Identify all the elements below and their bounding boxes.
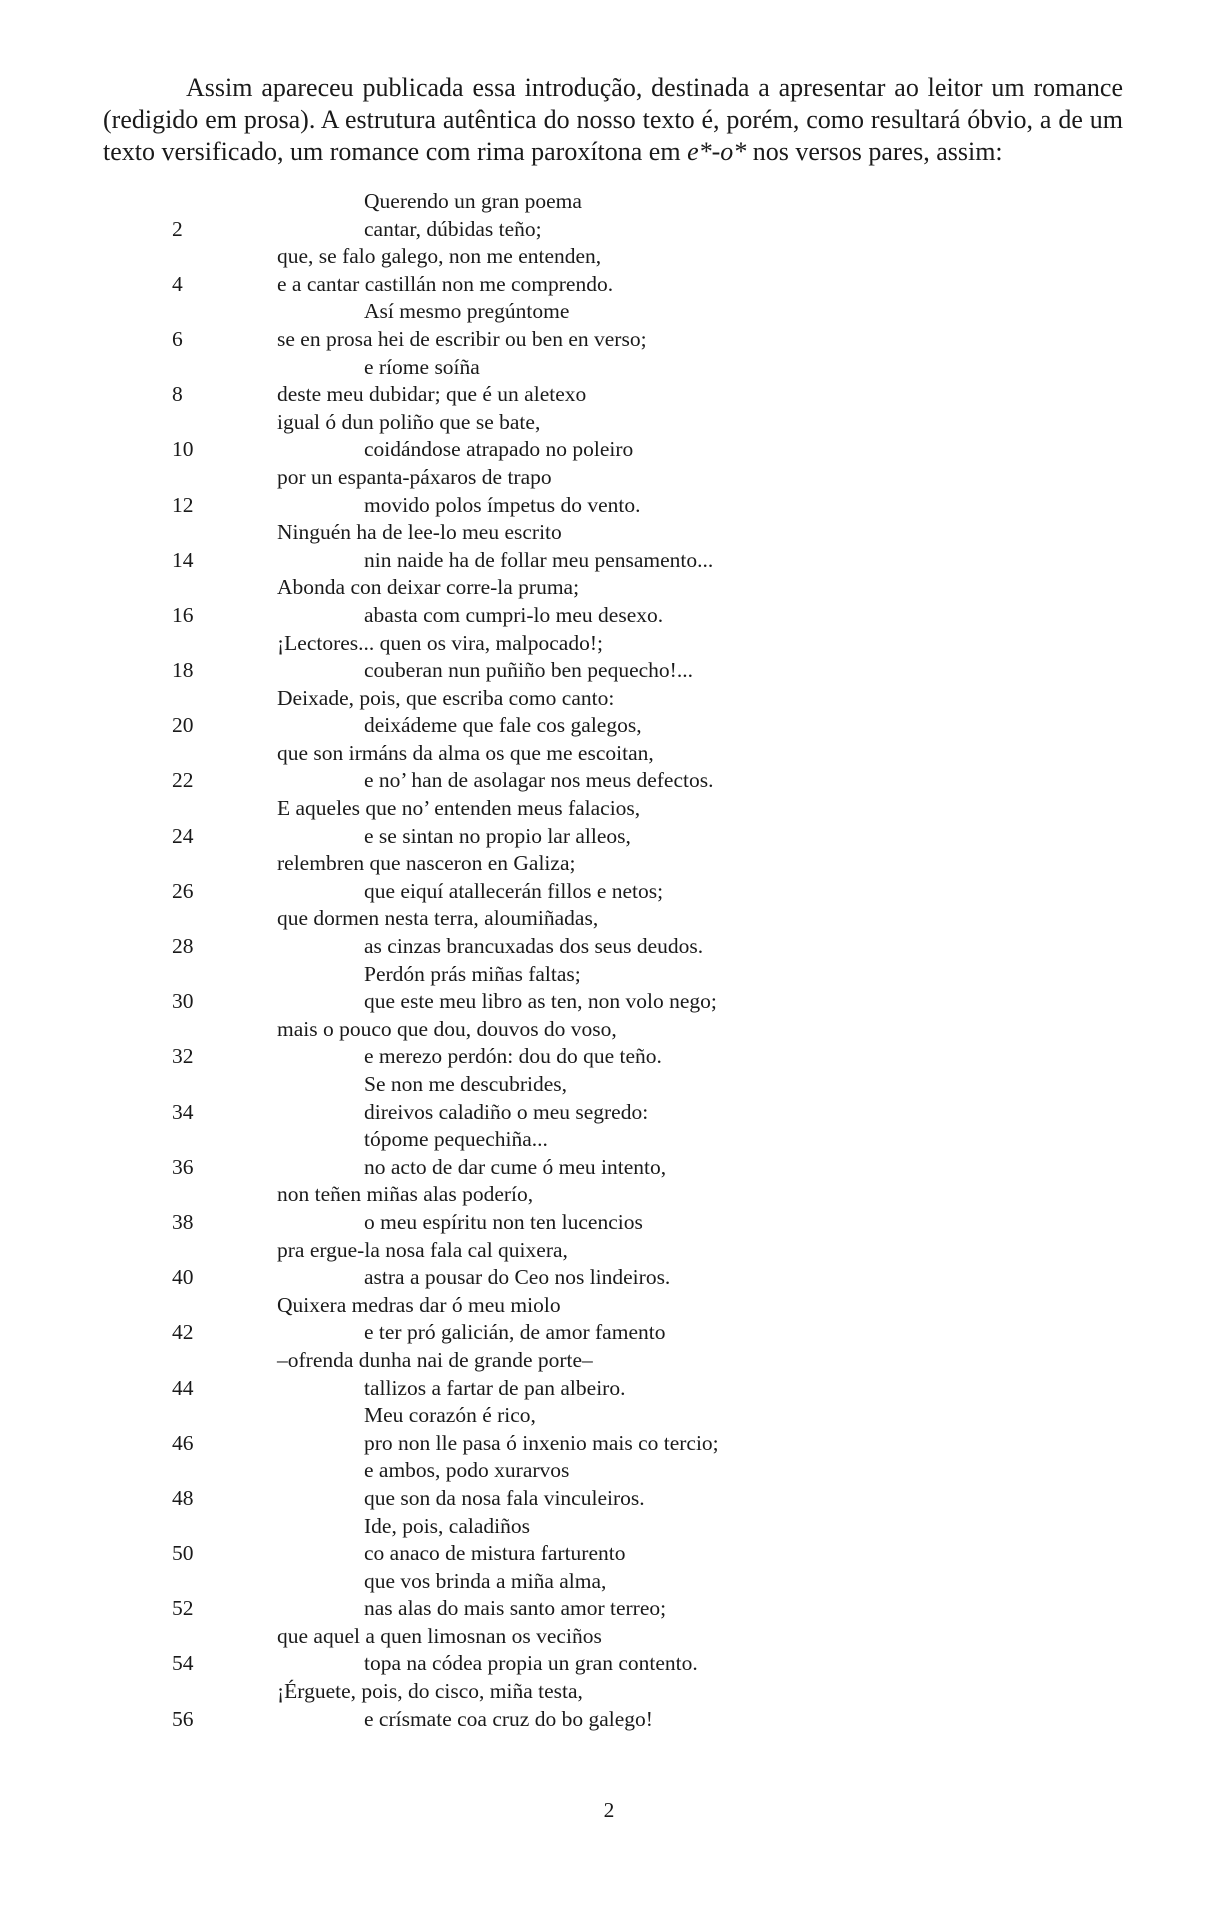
verse-line xyxy=(0,933,1218,961)
line-number: 14 xyxy=(172,547,194,572)
verse-line xyxy=(0,1402,1218,1430)
verse-text: astra a pousar do Ceo nos lindeiros. xyxy=(364,1265,671,1290)
verse-line xyxy=(0,1457,1218,1485)
verse-text: que eiquí atallecerán fillos e netos; xyxy=(364,878,664,903)
line-number: 16 xyxy=(172,602,194,627)
verse-line xyxy=(0,657,1218,685)
verse-text: igual ó dun poliño que se bate, xyxy=(277,409,541,434)
verse-line xyxy=(0,905,1218,933)
rhyme-pattern: e*-o* xyxy=(687,137,747,166)
verse-line xyxy=(0,354,1218,382)
verse-text: mais o pouco que dou, douvos do voso, xyxy=(277,1016,617,1041)
line-number: 2 xyxy=(172,216,183,241)
intro-text-part1: Assim apareceu publicada essa introdução, destinada a apresentar ao leitor um romance (redigido em prosa). A estrutura autêntica do nosso texto é, porém, como resultará óbvio, a de um texto versificado, um romance com rima paroxítona em xyxy=(103,73,1123,166)
line-number: 4 xyxy=(172,271,183,296)
verse-text: e ter pró galicián, de amor famento xyxy=(364,1320,666,1345)
verse-line xyxy=(0,1264,1218,1292)
verse-line xyxy=(0,1016,1218,1044)
line-number: 50 xyxy=(172,1541,194,1566)
verse-line xyxy=(0,1181,1218,1209)
verse-line xyxy=(0,740,1218,768)
verse-text: E aqueles que no’ entenden meus falacios, xyxy=(277,796,641,821)
verse-text: que son irmáns da alma os que me escoitan, xyxy=(277,740,654,765)
verse-text: couberan nun puñiño ben pequecho!... xyxy=(364,658,693,683)
verse-text: que este meu libro as ten, non volo nego; xyxy=(364,989,717,1014)
verse-line xyxy=(0,630,1218,658)
verse-line xyxy=(0,1043,1218,1071)
verse-text: que vos brinda a miña alma, xyxy=(364,1568,607,1593)
verse-text: que aquel a quen limosnan os veciños xyxy=(277,1623,602,1648)
verse-line xyxy=(0,243,1218,271)
verse-line xyxy=(0,1099,1218,1127)
verse-line xyxy=(0,1154,1218,1182)
verse-line xyxy=(0,436,1218,464)
verse-text: tópome pequechiña... xyxy=(364,1127,548,1152)
line-number: 48 xyxy=(172,1485,194,1510)
verse-line xyxy=(0,298,1218,326)
verse-text: pra ergue-la nosa fala cal quixera, xyxy=(277,1237,568,1262)
verse-text: cantar, dúbidas teño; xyxy=(364,216,542,241)
line-number: 44 xyxy=(172,1375,194,1400)
line-number: 36 xyxy=(172,1154,194,1179)
verse-line xyxy=(0,326,1218,354)
line-number: 10 xyxy=(172,437,194,462)
line-number: 12 xyxy=(172,492,194,517)
verse-text: nin naide ha de follar meu pensamento... xyxy=(364,547,714,572)
verse-text: e crísmate coa cruz do bo galego! xyxy=(364,1706,653,1731)
verse-line xyxy=(0,1237,1218,1265)
verse-text: e ríome soíña xyxy=(364,354,480,379)
verse-line xyxy=(0,1678,1218,1706)
verse-line xyxy=(0,1540,1218,1568)
verse-line xyxy=(0,685,1218,713)
line-number: 40 xyxy=(172,1265,194,1290)
verse-text: Quixera medras dar ó meu miolo xyxy=(277,1292,561,1317)
line-number: 28 xyxy=(172,934,194,959)
verse-text: e no’ han de asolagar nos meus defectos. xyxy=(364,768,714,793)
verse-text: –ofrenda dunha nai de grande porte– xyxy=(277,1347,593,1372)
poem xyxy=(0,188,1218,1733)
line-number: 8 xyxy=(172,382,183,407)
verse-text: Se non me descubrides, xyxy=(364,1072,568,1096)
line-number: 38 xyxy=(172,1209,194,1234)
verse-text: por un espanta-páxaros de trapo xyxy=(277,464,552,489)
verse-line xyxy=(0,850,1218,878)
verse-text: se en prosa hei de escribir ou ben en verso; xyxy=(277,326,647,351)
verse-text: deixádeme que fale cos galegos, xyxy=(364,713,642,738)
verse-text: que dormen nesta terra, aloumiñadas, xyxy=(277,906,599,931)
verse-text: ¡Lectores... quen os vira, malpocado!; xyxy=(277,630,603,655)
line-number: 52 xyxy=(172,1596,194,1621)
line-number: 26 xyxy=(172,878,194,903)
verse-line xyxy=(0,767,1218,795)
verse-text: tallizos a fartar de pan albeiro. xyxy=(364,1375,626,1400)
verse-line xyxy=(0,1623,1218,1651)
verse-text: non teñen miñas alas poderío, xyxy=(277,1182,534,1207)
verse-text: e a cantar castillán non me comprendo. xyxy=(277,271,614,296)
verse-text: Abonda con deixar corre-la pruma; xyxy=(277,575,580,600)
line-number: 30 xyxy=(172,989,194,1014)
verse-line xyxy=(0,961,1218,989)
verse-text: deste meu dubidar; que é un aletexo xyxy=(277,382,587,407)
verse-line xyxy=(0,1319,1218,1347)
verse-line xyxy=(0,712,1218,740)
verse-line xyxy=(0,1485,1218,1513)
verse-line xyxy=(0,1375,1218,1403)
line-number: 24 xyxy=(172,823,194,848)
verse-line xyxy=(0,1430,1218,1458)
verse-text: que, se falo galego, non me entenden, xyxy=(277,244,602,269)
verse-text: e merezo perdón: dou do que teño. xyxy=(364,1044,662,1069)
verse-text: nas alas do mais santo amor terreo; xyxy=(364,1596,667,1621)
verse-text: relembren que nasceron en Galiza; xyxy=(277,851,576,876)
line-number: 42 xyxy=(172,1320,194,1345)
verse-line xyxy=(0,1595,1218,1623)
page-number: 2 xyxy=(603,1798,615,1822)
verse-line xyxy=(0,1071,1218,1099)
verse-text: pro non lle pasa ó inxenio mais co tercio; xyxy=(364,1430,719,1455)
verse-line xyxy=(0,574,1218,602)
verse-line xyxy=(0,188,1218,216)
verse-line xyxy=(0,1347,1218,1375)
line-number: 20 xyxy=(172,713,194,738)
line-number: 18 xyxy=(172,658,194,683)
verse-line xyxy=(0,795,1218,823)
verse-text: Así mesmo pregúntome xyxy=(364,299,570,324)
verse-line xyxy=(0,464,1218,492)
verse-line xyxy=(0,823,1218,851)
line-number: 6 xyxy=(172,326,183,351)
verse-text: que son da nosa fala vinculeiros. xyxy=(364,1485,645,1510)
line-number: 34 xyxy=(172,1099,194,1124)
verse-text: no acto de dar cume ó meu intento, xyxy=(364,1154,667,1179)
verse-line xyxy=(0,1126,1218,1154)
verse-text: Deixade, pois, que escriba como canto: xyxy=(277,685,615,710)
verse-line xyxy=(0,271,1218,299)
line-number: 32 xyxy=(172,1044,194,1069)
verse-line xyxy=(0,409,1218,437)
verse-line xyxy=(0,988,1218,1016)
verse-line xyxy=(0,1568,1218,1596)
intro-paragraph xyxy=(103,72,1123,168)
verse-text: coidándose atrapado no poleiro xyxy=(364,437,634,462)
verse-text: Querendo un gran poema xyxy=(364,189,582,213)
verse-text: direivos caladiño o meu segredo: xyxy=(364,1099,649,1124)
verse-line xyxy=(0,1209,1218,1237)
verse-line xyxy=(0,216,1218,244)
verse-line xyxy=(0,878,1218,906)
verse-text: movido polos ímpetus do vento. xyxy=(364,492,641,517)
verse-line xyxy=(0,1513,1218,1541)
verse-text: o meu espíritu non ten lucencios xyxy=(364,1209,643,1234)
verse-line xyxy=(0,1292,1218,1320)
line-number: 54 xyxy=(172,1651,194,1676)
verse-text: co anaco de mistura farturento xyxy=(364,1541,626,1566)
verse-line xyxy=(0,519,1218,547)
verse-line xyxy=(0,547,1218,575)
verse-line xyxy=(0,1650,1218,1678)
verse-text: Ide, pois, caladiños xyxy=(364,1513,530,1538)
line-number: 56 xyxy=(172,1706,194,1731)
verse-line xyxy=(0,602,1218,630)
verse-text: ¡Érguete, pois, do cisco, miña testa, xyxy=(277,1679,583,1704)
verse-line xyxy=(0,492,1218,520)
verse-text: as cinzas brancuxadas dos seus deudos. xyxy=(364,934,704,959)
verse-text: topa na códea propia un gran contento. xyxy=(364,1651,698,1676)
verse-text: abasta com cumpri-lo meu desexo. xyxy=(364,602,664,627)
verse-text: Meu corazón é rico, xyxy=(364,1403,536,1428)
line-number: 46 xyxy=(172,1430,194,1455)
verse-text: Ninguén ha de lee-lo meu escrito xyxy=(277,520,562,545)
line-number: 22 xyxy=(172,768,194,793)
verse-line xyxy=(0,381,1218,409)
verse-text: e ambos, podo xurarvos xyxy=(364,1458,570,1483)
intro-text-part2: nos versos pares, assim: xyxy=(746,137,1003,166)
verse-line xyxy=(0,1706,1218,1734)
verse-text: e se sintan no propio lar alleos, xyxy=(364,823,631,848)
verse-text: Perdón prás miñas faltas; xyxy=(364,961,581,986)
